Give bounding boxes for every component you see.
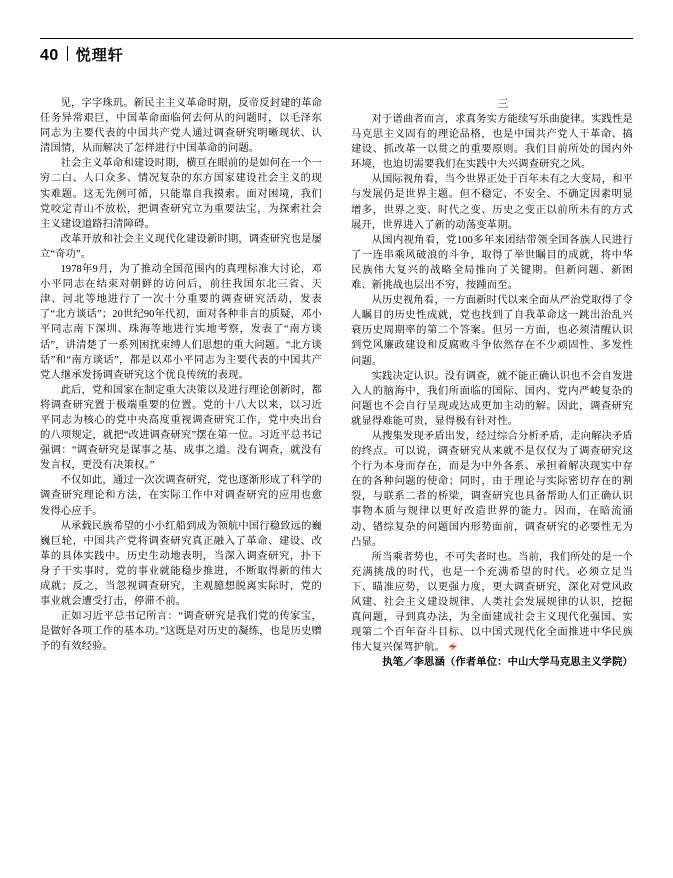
paragraph: 对于谱曲者而言，求真务实方能续写乐曲旋律。实践性是马克思主义固有的理论品格，也是中国共产党人干革命、搞建设、抓改革一以贯之的重要原则。我们目前所处的国内外环境，也迫切需要我们在实践中大兴调查研究之风。	[351, 114, 633, 171]
paragraph: 从国际视角看，当今世界正处于百年未有之大变局，和平与发展仍是世界主题。但不稳定、不安全、不确定因素明显增多，世界之变、时代之变、历史之变正以前所未有的方式展开，世界进入了新的动荡变革期。	[351, 174, 633, 231]
left-column	[40, 96, 322, 846]
end-mark-icon	[448, 642, 457, 651]
byline-text: 执笔／李思涵（作者单位：中山大学马克思主义学院）	[382, 657, 633, 669]
paragraph: 实践决定认识。没有调查，就不能正确认识也不会自发进入人的脑海中，我们所面临的国际、国内、党内严峻复杂的问题也不会自行呈现或达成更加主动的解。因此，调查研究就显得难能可贵，显得极有针对性。	[351, 370, 633, 427]
paragraph: 从搜集发现矛盾出发，经过综合分析矛盾，走向解决矛盾的终点。可以说，调查研究从来就不是仅仅为了调查研究这个行为本身而存在，而是为中外各系、承担着解决现实中存在的各种问题的使命；同时，由于理论与实际密切存在的割裂，与联系二者的桥梁，调查研究也具备帮助人们正确认识事物本质与规律以更好改造世界的能力。因而，在暗流涌动、错综复杂的问题国内形势面前，调查研究的必要性无为凸显。	[351, 430, 633, 548]
paragraph: 1978年9月，为了推动全国范围内的真理标准大讨论，邓小平同志在结束对朝鲜的访问后，前往我国东北三省、天津、河北等地进行了一次十分重要的调查研究活动，发表了“北方谈话”；20世纪90年代初，面对各种非言的质疑，邓小平同志南下深圳、珠海等地进行实地考察，发表了“南方谈话”，讲清楚了一系列困扰束缚人们思想的重大问题。“北方谈话”和“南方谈话”，都是以邓小平同志为主要代表的中国共产党人继承发扬调查研究这个优良传统的表现。	[40, 264, 322, 381]
paragraph: 从国内视角看，党100多年来团结带领全国各族人民进行了一连串乘风破浪的斗争，取得了举世瞩目的成就，将中华民族伟大复兴的战略全局推向了关键期。但新问题、新困难、新挑战也层出不穷，按踵而至。	[351, 234, 633, 292]
paragraph: 正如习近平总书记所言：“调查研究是我们党的传家宝，是做好各项工作的基本功。”这既是对历史的凝练，也是历史赠予的有效经验。	[40, 611, 322, 653]
paragraph: 改革开放和社会主义现代化建设新时期，调查研究也是屡立“奇功”。	[40, 233, 322, 260]
right-column	[351, 96, 633, 846]
paragraph: 所当乘者势也，不可失者时也。当前，我们所处的是一个充满挑战的时代，也是一个充满希望的时代。必须立足当下、瞄准应势，以更强力度，更大调查研究，深化对党风政风建、社会主义建设规律、人类社会发展规律的认识，挖掘真问题，寻到真办法，为全面建成社会主义现代化强国、实现第二个百年奋斗目标、以中国式现代化全面推进中华民族伟大复兴保驾护航。	[351, 551, 633, 654]
article-byline	[351, 655, 633, 671]
header-separator-icon	[67, 46, 68, 61]
header-rule	[40, 38, 633, 39]
body-columns	[40, 96, 633, 846]
paragraph: 社会主义革命和建设时期，横亘在眼前的是如何在一个一穷二白、人口众多、情况复杂的东方国家建设社会主义的现实难题。这无先例可循，只能靠自我摸索。面对困境，我们党咬定青山不放松，把调查研究立为重要法宝，为探索社会主义建设道路扫清障碍。	[40, 158, 322, 230]
paragraph: 从承载民族希望的小小红船到成为领航中国行稳致远的巍巍巨轮，中国共产党将调查研究真正融入了革命、建设、改革的具体实践中。历史生动地表明，当深入调查研究，扑下身子干实事时，党的事业就能稳步推进，不断取得新的伟大成就；反之，当忽视调查研究，主观臆想脱离实际时，党的事业就会遭受打击，停滞不前。	[40, 520, 322, 608]
section-heading: 三	[497, 98, 509, 110]
paragraph: 此后，党和国家在制定重大决策以及进行理论创新时，都将调查研究置于极端重要的位置。党的十八大以来，以习近平同志为核心的党中央高度重视调查研究工作，党中央出台的八项规定，就把“改进调查研究”摆在第一位。习近平总书记强调：“调查研究是谋事之基、成事之道。没有调查，就没有发言权，更没有决策权。”	[40, 384, 322, 472]
paragraph: 见，字字珠玑。新民主主义革命时期，反帝反封建的革命任务异常艰巨，中国革命面临何去何从的问题时，以毛泽东同志为主要代表的中国共产党人通过调查研究明晰现状、认清国情，从而解决了怎样进行中国革命的问题。	[40, 98, 322, 155]
header-title: 悦理轩	[75, 47, 124, 64]
page-header	[40, 44, 124, 65]
paragraph: 从历史视角看，一方面新时代以来全面从严治党取得了令人瞩目的历史性成就，党也找到了自我革命这一跳出治乱兴衰历史周期率的第二个答案。但另一方面，也必须清醒认识到党风廉政建设和反腐败斗争依然存在不少顽固性、多发性问题。	[351, 295, 633, 367]
page-number: 40	[40, 47, 59, 64]
paragraph: 不仅如此，通过一次次调查研究，党也逐渐形成了科学的调查研究理论和方法，在实际工作中对调查研究的应用也愈发得心应手。	[40, 475, 322, 517]
